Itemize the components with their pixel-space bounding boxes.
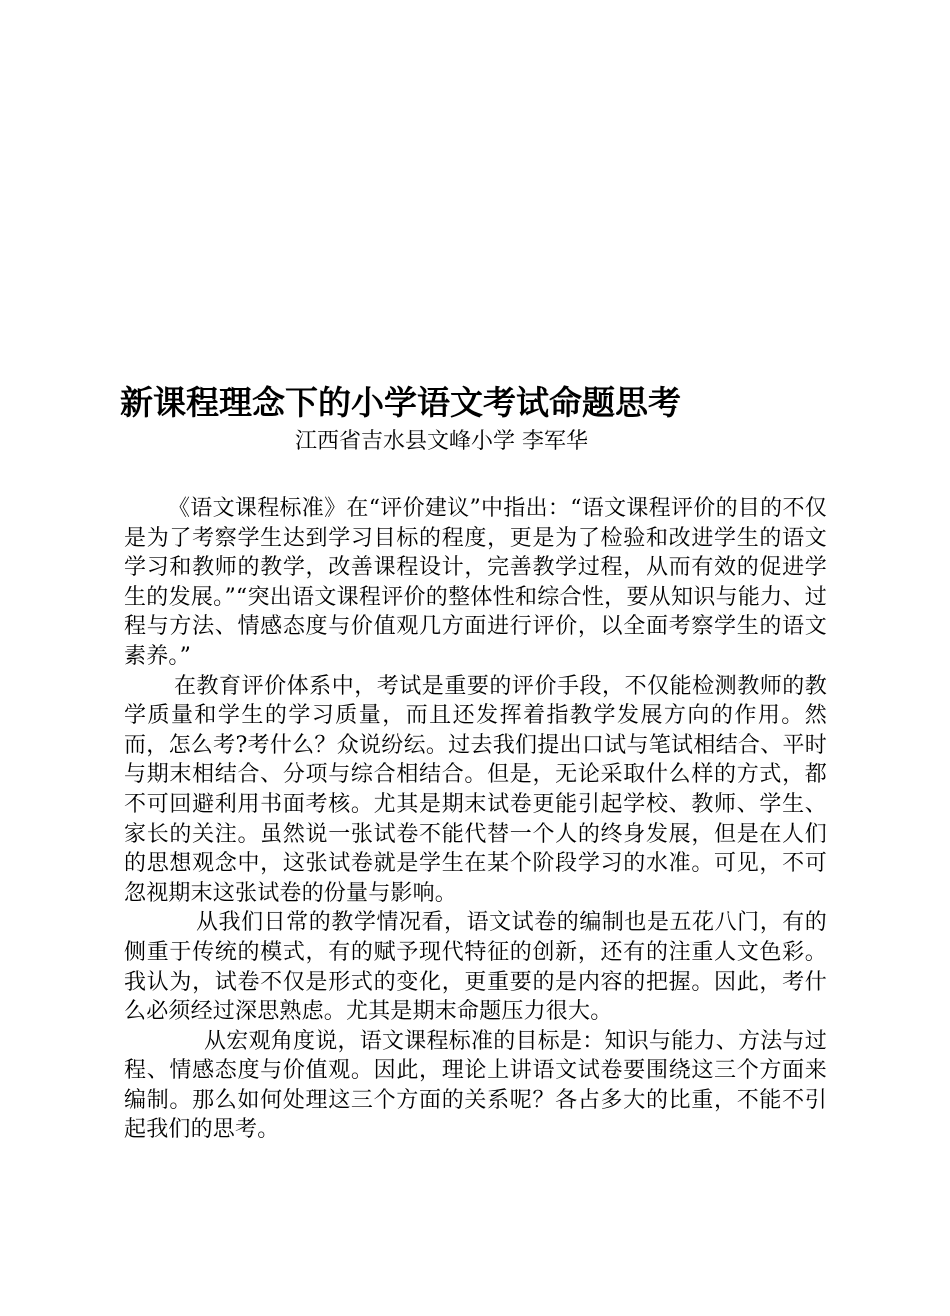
paragraph-4: 从宏观角度说，语文课程标准的目标是：知识与能力、方法与过程、情感态度与价值观。因此，理论上讲语文试卷要围绕这三个方面来编制。那么如何处理这三个方面的关系呢？各占多大的比重，不能不引起我们的思考。 (124, 1028, 827, 1143)
document-body (124, 494, 827, 1145)
author-line: 江西省吉水县文峰小学 李军华 (295, 429, 588, 454)
paragraph-1: 《语文课程标准》在“评价建议”中指出：“语文课程评价的目的不仅是为了考察学生达到学习目标的程度，更是为了检验和改进学生的语文学习和教师的教学，改善课程设计，完善教学过程，从而有效的促进学生的发展。”“突出语文课程评价的整体性和综合性，要从知识与能力、过程与方法、情感态度与价值观几方面进行评价，以全面考察学生的语文素养。” (124, 496, 827, 669)
paragraph-3: 从我们日常的教学情况看，语文试卷的编制也是五花八门，有的侧重于传统的模式，有的赋予现代特征的创新，还有的注重人文色彩。我认为，试卷不仅是形式的变化，更重要的是内容的把握。因此，考什么必须经过深思熟虑。尤其是期末命题压力很大。 (124, 910, 827, 1025)
document-title: 新课程理念下的小学语文考试命题思考 (120, 383, 681, 422)
paragraph-2: 在教育评价体系中，考试是重要的评价手段，不仅能检测教师的教学质量和学生的学习质量，而且还发挥着指教学发展方向的作用。然而，怎么考?考什么？众说纷纭。过去我们提出口试与笔试相结合、平时与期末相结合、分项与综合相结合。但是，无论采取什么样的方式，都不可回避利用书面考核。尤其是期末试卷更能引起学校、教师、学生、家长的关注。虽然说一张试卷不能代替一个人的终身发展，但是在人们的思想观念中，这张试卷就是学生在某个阶段学习的水准。可见，不可忽视期末这张试卷的份量与影响。 (124, 673, 827, 906)
